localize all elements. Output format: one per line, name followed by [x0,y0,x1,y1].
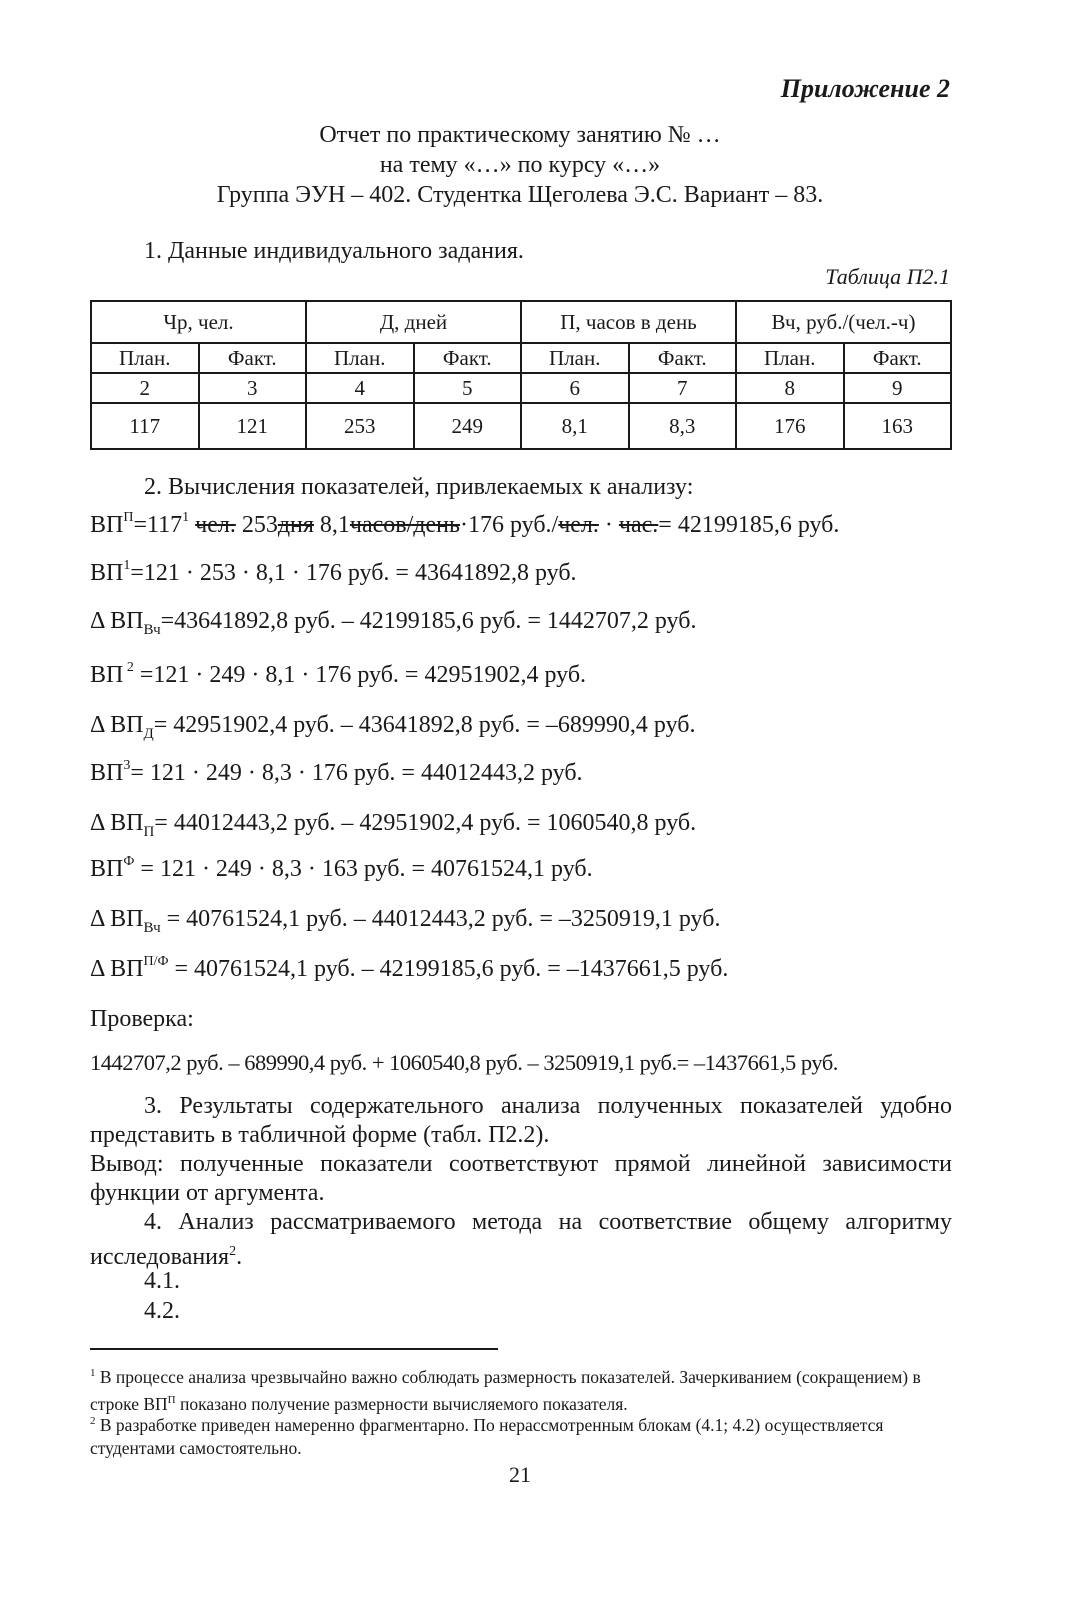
formula-output-1: $ВП^1=121 \cdot 253 \cdot 8,1 \cdot 176$ руб. = 43641892,8 руб. [90,558,577,586]
table-subheader: План. [91,343,199,373]
page-number: 21 [509,1462,531,1487]
report-title-line1: Отчет по практическому занятию № … [319,122,721,148]
table-group-header: Вч, руб./(чел.-ч) [736,301,951,343]
table-column-number: 7 [629,373,737,403]
section-2-heading: 2. Вычисления показателей, привлекаемых к анализу: [144,474,694,500]
formula-delta-hourly-output: Δ $ВП_{Вч}=43641892,8$ руб. – 42199185,6 руб. = 1442707,2 руб. [90,608,697,638]
report-title-line3: Группа ЭУН – 402. Студентка Щеголева Э.С. Вариант – 83. [216,182,824,208]
footnote-divider [90,1348,498,1350]
item-4-2: 4.2. [144,1298,180,1324]
conclusion-paragraph: Вывод: полученные показатели соответствуют прямой линейной зависимости функции от аргумента. [90,1151,952,1206]
table-column-number: 8 [736,373,844,403]
table-column-number: 5 [414,373,522,403]
appendix-title: Приложение 2 [780,74,950,103]
table-caption: Таблица П2.1 [825,264,950,289]
table-subheader: Факт. [844,343,952,373]
table-subheader: План. [521,343,629,373]
table-column-number: 9 [844,373,952,403]
formula-planned-output: $ВП^П=117^1$ чел. 253дня 8,1часов/день·176 руб./чел. · час.= 42199185,6 руб. [90,510,840,538]
table-value: 249 [414,403,522,449]
table-column-number: 6 [521,373,629,403]
check-label: Проверка: [90,1006,194,1032]
table-column-number: 2 [91,373,199,403]
table-value: 8,1 [521,403,629,449]
table-value: 176 [736,403,844,449]
table-subheader: Факт. [629,343,737,373]
table-subheader: Факт. [199,343,307,373]
formula-actual-output: $ВП^Ф = 121 \cdot 249 \cdot 8,3 \cdot 163$ руб. = 40761524,1 руб. [90,854,593,882]
formula-total-delta: Δ $ВП^{П/Ф} = 40761524,1$ руб. – 42199185,6 руб. = –1437661,5 руб. [90,954,729,982]
report-title-line2: на тему «…» по курсу «…» [379,152,661,178]
formula-output-2: ВП $^2$ =121 · 249 · 8,1 · 176 руб. = 42951902,4 руб. [90,660,587,688]
formula-delta-hourly-output-2: Δ $ВП_{Вч} = 40761524,1$ руб. – 44012443,2 руб. = –3250919,1 руб. [90,906,721,936]
table-value: 253 [306,403,414,449]
item-4-1: 4.1. [144,1268,180,1294]
table-subheader: План. [736,343,844,373]
formula-delta-hours: Δ $ВП_П= 44012443,2$ руб. – 42951902,4 руб. = 1060540,8 руб. [90,810,697,840]
table-value: 121 [199,403,307,449]
table-value: 8,3 [629,403,737,449]
section-4-paragraph: 4. Анализ рассматриваемого метода на соответствие общему алгоритму исследования$^2$. [90,1209,952,1270]
table-subheader: Факт. [414,343,522,373]
section-3-paragraph: 3. Результаты содержательного анализа полученных показателей удобно представить в табличной форме (табл. П2.2). [90,1093,952,1148]
input-data-table [90,300,952,450]
table-subheader: План. [306,343,414,373]
check-formula: 1442707,2 руб. – 689990,4 руб. + 1060540,8 руб. – 3250919,1 руб.= –1437661,5 руб. [90,1050,838,1075]
table-group-header: Чр, чел. [91,301,306,343]
table-value: 117 [91,403,199,449]
table-column-number: 4 [306,373,414,403]
table-group-header: Д, дней [306,301,521,343]
section-1-heading: 1. Данные индивидуального задания. [144,238,524,264]
table-group-header: П, часов в день [521,301,736,343]
formula-delta-days: Δ $ВП_Д= 42951902,4$ руб. – 43641892,8 руб. = –689990,4 руб. [90,712,696,742]
footnote-2: $^2$ В разработке приведен намеренно фрагментарно. По нерассмотренным блокам (4.1; 4.2) осуществляется студентами самостоятельно. [90,1414,884,1458]
formula-output-3: $ВП^3= 121 \cdot 249 \cdot 8,3 \cdot 176$ руб. = 44012443,2 руб. [90,758,583,786]
table-column-number: 3 [199,373,307,403]
table-value: 163 [844,403,952,449]
footnote-1: $^1$ В процессе анализа чрезвычайно важно соблюдать размерность показателей. Зачеркиванием (сокращением) в строке $ВП^П$ показано получение размерности вычисляемого показателя. [90,1366,921,1414]
